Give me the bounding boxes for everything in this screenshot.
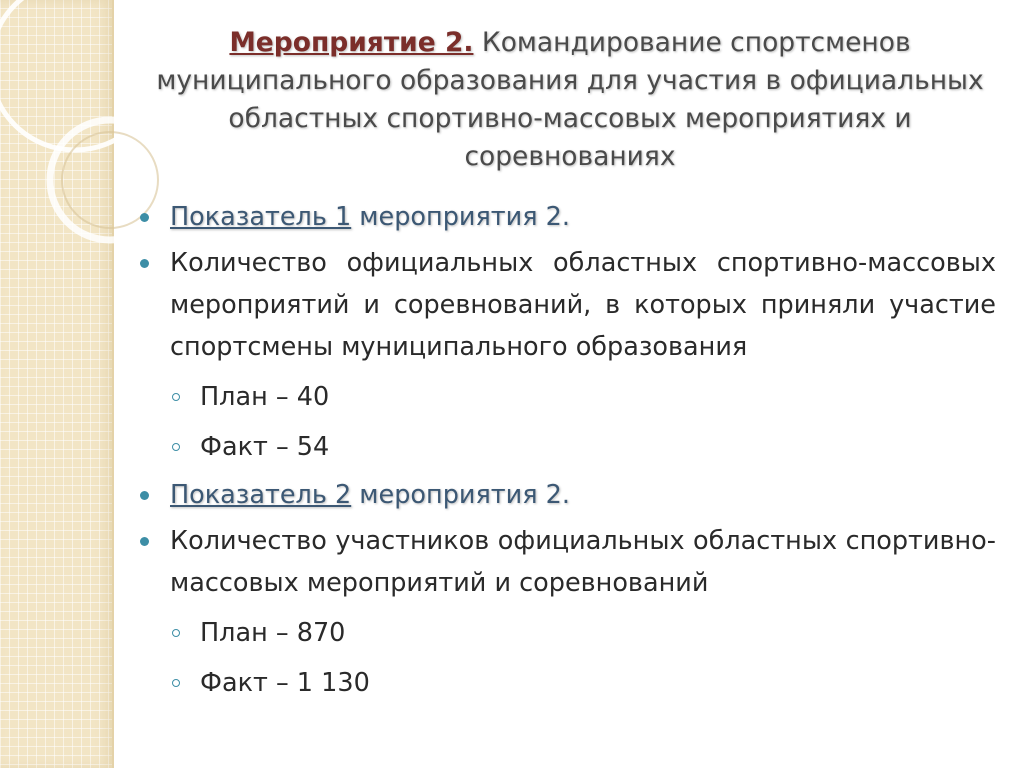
bullet-icon (140, 491, 149, 500)
list-item-description-1 (136, 242, 996, 368)
bullet-icon (140, 537, 149, 546)
content-list (136, 196, 996, 704)
fact-2-text: Факт – 1 130 (200, 668, 370, 698)
sub-item-fact-2 (136, 662, 996, 704)
indicator-2-link[interactable]: Показатель 2 (170, 480, 352, 510)
indicator-1-suffix: мероприятия 2. (351, 202, 570, 232)
title-description: Командирование спортсменов муниципального образования для участия в официальных областных спортивно-массовых мероприятиях и соревнованиях (156, 27, 984, 172)
hollow-bullet-icon (172, 629, 180, 637)
sub-item-fact-1 (136, 426, 996, 468)
description-1-text: Количество официальных областных спортивно-массовых мероприятий и соревнований, в которых приняли участие спортсмены муниципального образования (170, 248, 996, 362)
sub-item-plan-1 (136, 376, 996, 418)
slide-title (120, 24, 1020, 176)
sub-item-plan-2 (136, 612, 996, 654)
list-item-description-2 (136, 520, 996, 604)
list-item-indicator-2 (136, 474, 996, 516)
bullet-icon (140, 259, 149, 268)
indicator-2-suffix: мероприятия 2. (351, 480, 570, 510)
hollow-bullet-icon (172, 393, 180, 401)
plan-1-text: План – 40 (200, 382, 330, 412)
indicator-1-link[interactable]: Показатель 1 (170, 202, 352, 232)
list-item-indicator-1 (136, 196, 996, 238)
hollow-bullet-icon (172, 679, 180, 687)
hollow-bullet-icon (172, 443, 180, 451)
description-2-text: Количество участников официальных областных спортивно-массовых мероприятий и соревнований (170, 526, 996, 598)
bullet-icon (140, 213, 149, 222)
title-event-label: Мероприятие 2. (229, 27, 474, 58)
decorative-side-band (0, 0, 114, 768)
fact-1-text: Факт – 54 (200, 432, 330, 462)
plan-2-text: План – 870 (200, 618, 346, 648)
